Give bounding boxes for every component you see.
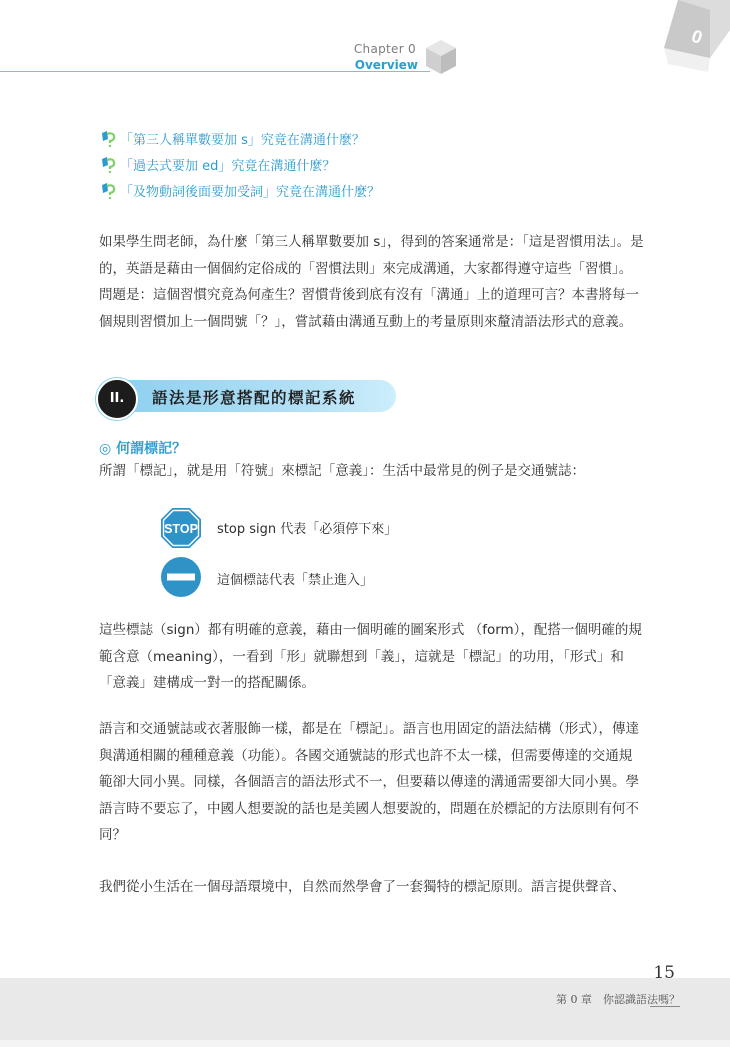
question-text: 「及物動詞後面要加受詞」究竟在溝通什麼？ (120, 185, 381, 200)
footer-edge (0, 1040, 730, 1047)
stop-sign-text: STOP (164, 522, 198, 536)
question-item (100, 181, 380, 200)
stop-sign-caption: stop sign 代表「必須停下來」 (217, 522, 398, 537)
footer-band (0, 978, 730, 1047)
section-title: 語法是形意搭配的標記系統 (152, 389, 357, 407)
signs-meaning-paragraph: 這些標誌（sign）都有明確的意義，藉由一個明確的圖案形式 （form），配搭一個明確的規範含意（meaning），一看到「形」就聯想到「義」，這就是「標記」的功用，「形式」和「意義」建構成一對一的搭配關係。 (99, 622, 642, 691)
question-text: 「第三人稱單數要加 s」究竟在溝通什麼？ (120, 133, 365, 148)
question-mark-icon (100, 130, 116, 147)
no-entry-sign-caption: 這個標誌代表「禁止進入」 (217, 573, 374, 588)
question-mark-icon (100, 182, 116, 199)
question-item (100, 129, 365, 148)
question-item (100, 155, 335, 174)
footer-chapter-title: 第 0 章 你認識語法嗎？ (556, 993, 680, 1006)
question-text: 「過去式要加 ed」究竟在溝通什麼？ (120, 159, 336, 174)
no-entry-sign-icon (160, 556, 202, 598)
chapter-label: Chapter 0 (353, 42, 416, 56)
question-mark-icon (100, 156, 116, 173)
section-label: Overview (354, 58, 418, 72)
cube-digit: 0 (688, 25, 706, 48)
page-number: 15 (653, 963, 675, 983)
chapter-cube-icon (650, 0, 730, 80)
footer-rule (650, 1006, 680, 1007)
language-traffic-paragraph: 語言和交通號誌或衣著服飾一樣，都是在「標記」。語言也用固定的語法結構（形式），傳達與溝通相關的種種意義（功能）。各國交通號誌的形式也許不太一樣，但需要傳達的交通規範卻大同小異。同樣，各個語言的語法形式不一，但要藉以傳達的溝通需要卻大同小異。學語言時不要忘了，中國人想要說的話也是美國人想要說的，問題在於標記的方法原則有何不同？ (99, 721, 639, 843)
cube-icon (424, 38, 458, 78)
section-number: II. (96, 378, 138, 420)
stop-sign-icon (160, 507, 202, 549)
signs-intro-paragraph: 所謂「標記」，就是用「符號」來標記「意義」：生活中最常見的例子是交通號誌： (99, 463, 585, 479)
subheading: ◎ 何謂標記？ (99, 441, 187, 457)
closing-paragraph: 我們從小生活在一個母語環境中，自然而然學會了一套獨特的標記原則。語言提供聲音、 (99, 879, 626, 895)
intro-paragraph: 如果學生問老師，為什麼「第三人稱單數要加 s」，得到的答案通常是：「這是習慣用法」。是的，英語是藉由一個個約定俗成的「習慣法則」來完成溝通，大家都得遵守這些「習慣」。問題是：這個習慣究竟為何產生？習慣背後到底有沒有「溝通」上的道理可言？本書將每一個規則習慣加上一個問號「？」，嘗試藉由溝通互動上的考量原則來釐清語法形式的意義。 (99, 234, 644, 330)
